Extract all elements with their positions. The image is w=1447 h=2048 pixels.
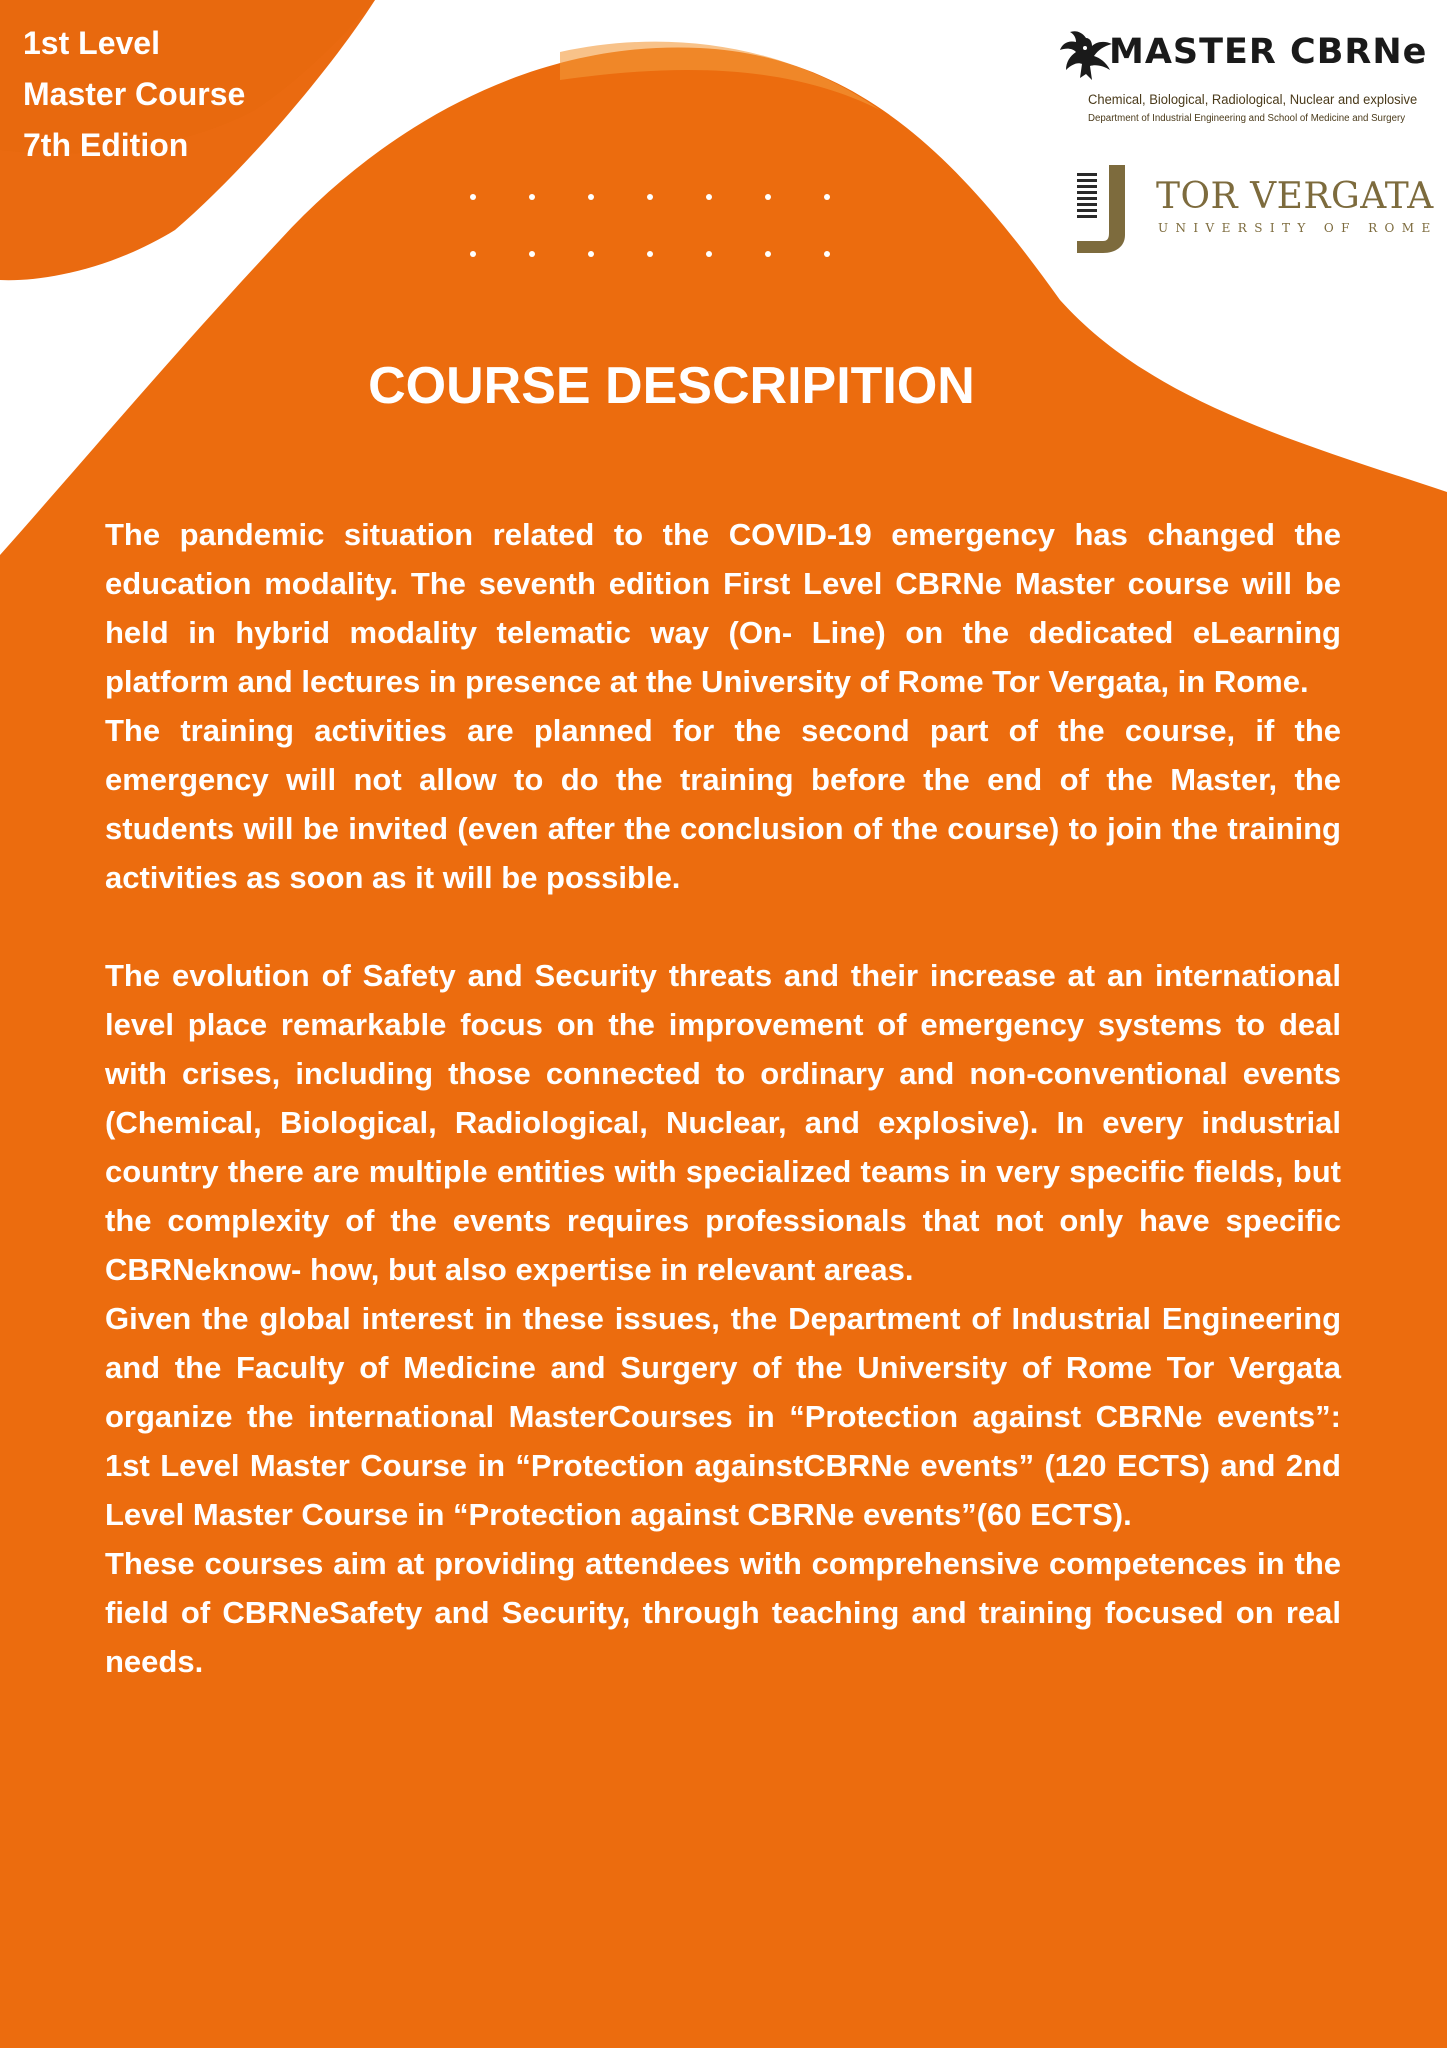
- dot: [470, 251, 476, 257]
- master-cbrne-logo: [1058, 30, 1430, 130]
- edition-line-level: 1st Level: [23, 25, 160, 61]
- dot: [824, 194, 830, 200]
- dot: [588, 194, 594, 200]
- master-cbrne-department: Department of Industrial Engineering and School of Medicine and Surgery: [1088, 113, 1406, 124]
- paragraph-pandemic: The pandemic situation related to the COVID-19 emergency has changed the education modality. The seventh edition First Level CBRNe Master course will be held in hybrid modality telematic way (On- Line) on the dedicated eLearning platform and lectures in presence at the University of Rome Tor Vergata, in Rome.: [105, 517, 1341, 699]
- tor-vergata-subtitle: UNIVERSITY OF ROME: [1158, 221, 1438, 235]
- dot: [647, 194, 653, 200]
- tor-vergata-logo: [1075, 165, 1445, 255]
- dot-row: [470, 251, 830, 308]
- dot: [529, 251, 535, 257]
- page-title: COURSE DESCRIPITION: [368, 357, 975, 415]
- dot-row: [470, 194, 830, 251]
- dot: [588, 251, 594, 257]
- paragraph-evolution: The evolution of Safety and Security threats and their increase at an international level place remarkable focus on the improvement of emergency systems to deal with crises, including those connected to ordinary and non-conventional events (Chemical, Biological, Radiological, Nuclear, and explosive). In every industrial country there are multiple entities with specialized teams in very specific fields, but the complexity of the events requires professionals that not only have specific CBRNeknow- how, but also expertise in relevant areas.: [105, 958, 1341, 1287]
- eagle-icon: [1058, 30, 1114, 90]
- dot: [706, 194, 712, 200]
- paragraph-courses-aim: These courses aim at providing attendees with comprehensive competences in the field of CBRNeSafety and Security, through teaching and training focused on real needs.: [105, 1546, 1341, 1679]
- dot: [470, 194, 476, 200]
- dot: [765, 251, 771, 257]
- paragraph-global-interest: Given the global interest in these issues, the Department of Industrial Engineering and the Faculty of Medicine and Surgery of the University of Rome Tor Vergata organize the international MasterCourses in “Protection against CBRNe events”: 1st Level Master Course in “Protection againstCBRNe events” (120 ECTS) and 2nd Level Master Course in “Protection against CBRNe events”(60 ECTS).: [105, 1301, 1341, 1532]
- dot: [706, 251, 712, 257]
- course-description-body: [105, 510, 1341, 1686]
- master-cbrne-name: MASTER CBRNe: [1109, 32, 1428, 72]
- edition-label: [23, 18, 245, 171]
- master-cbrne-subtitle: Chemical, Biological, Radiological, Nuclear and explosive: [1088, 92, 1418, 107]
- dot: [824, 251, 830, 257]
- dot-pattern: [470, 194, 830, 308]
- dot: [647, 251, 653, 257]
- paragraph-training: The training activities are planned for the second part of the course, if the emergency will not allow to do the training before the end of the Master, the students will be invited (even after the conclusion of the course) to join the training activities as soon as it will be possible.: [105, 713, 1341, 895]
- edition-line-edition: 7th Edition: [23, 127, 189, 163]
- dot: [765, 194, 771, 200]
- paragraph-spacer: [105, 902, 1341, 951]
- tor-vergata-name: TOR VERGATA: [1156, 176, 1434, 217]
- dot: [529, 194, 535, 200]
- tor-vergata-emblem-icon: [1075, 165, 1141, 255]
- edition-line-course: Master Course: [23, 76, 246, 112]
